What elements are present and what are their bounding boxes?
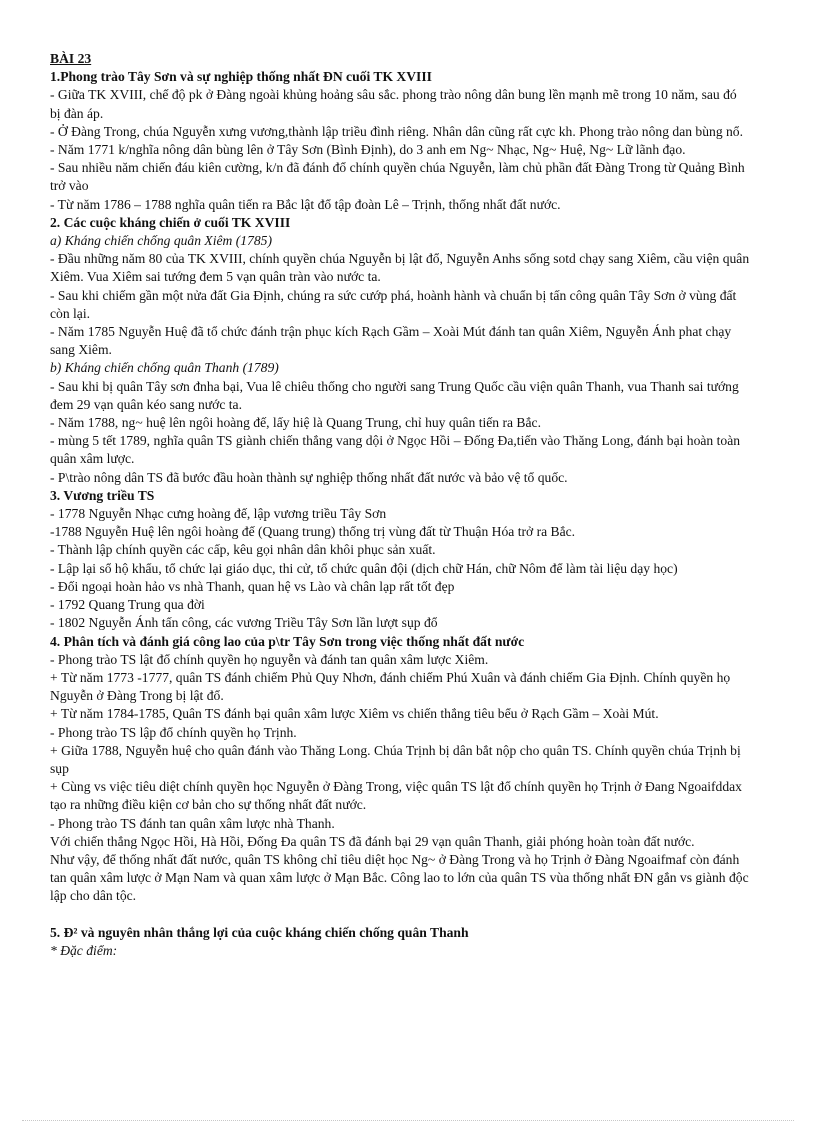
paragraph: - Thành lập chính quyền các cấp, kêu gọi nhân dân khôi phục sản xuất.: [50, 542, 436, 558]
paragraph: - Đối ngoại hoàn hảo vs nhà Thanh, quan hệ vs Lào và chân lạp rất tốt đẹp: [50, 578, 455, 594]
paragraph: - Năm 1788, ng~ huệ lên ngôi hoàng đế, lấy hiệ là Quang Trung, chỉ huy quân tiến ra Bắc.: [50, 415, 541, 431]
paragraph: - Năm 1785 Nguyễn Huệ đã tổ chức đánh trận phục kích Rạch Gầm – Xoài Mút đánh tan quân Xiêm, Nguyễn Ánh phat chạy sang Xiêm.: [50, 324, 732, 358]
subsection-heading: * Đặc điểm:: [50, 942, 118, 958]
paragraph: - Phong trào TS đánh tan quân xâm lược nhà Thanh.: [50, 815, 335, 831]
paragraph: - Giữa TK XVIII, chế độ pk ở Đàng ngoài khủng hoảng sâu sắc. phong trào nông dân bung lền mạnh mẽ trong 10 năm, sau đó bị đàn áp.: [50, 87, 737, 121]
section-heading: 5. Đ² và nguyên nhân thắng lợi của cuộc kháng chiến chống quân Thanh: [50, 924, 469, 940]
paragraph: - Phong trào TS lập đổ chính quyền họ Trịnh.: [50, 724, 297, 740]
paragraph: - Sau khi chiếm gần một nửa đất Gia Định, chúng ra sức cướp phá, hoành hành và chuẩn bị tấn công quân Tây Sơn ở vùng đất còn lại.: [50, 287, 737, 321]
paragraph: - Sau khi bị quân Tây sơn đnha bại, Vua lê chiêu thống cho người sang Trung Quốc cầu viện quân Thanh, vua Thanh sai tướng đem 29 vạn quân kéo sang nước ta.: [50, 378, 739, 412]
paragraph: -1788 Nguyễn Huệ lên ngôi hoàng đế (Quang trung) thống trị vùng đất từ Thuận Hóa trở ra Bắc.: [50, 524, 576, 540]
subsection-heading: a) Kháng chiến chống quân Xiêm (1785): [50, 233, 272, 249]
section-heading: 4. Phân tích và đánh giá công lao của p\tr Tây Sơn trong việc thống nhất đất nước: [50, 633, 525, 649]
paragraph: - Năm 1771 k/nghĩa nông dân bùng lên ở Tây Sơn (Bình Định), do 3 anh em Ng~ Nhạc, Ng~ Huệ, Ng~ Lữ lãnh đạo.: [50, 142, 686, 158]
paragraph: - Sau nhiều năm chiến đáu kiên cường, k/n đã đánh đổ chính quyền chúa Nguyễn, làm chủ phần đất Đàng Trong từ Quảng Bình trở vào: [50, 160, 745, 194]
paragraph: + Từ năm 1784-1785, Quân TS đánh bại quân xâm lược Xiêm vs chiến thắng tiêu bểu ở Rạch Gầm – Xoài Mút.: [50, 706, 659, 722]
paragraph: - 1792 Quang Trung qua đời: [50, 597, 205, 613]
section-heading: 3. Vương triều TS: [50, 487, 155, 503]
paragraph: - Đầu những năm 80 của TK XVIII, chính quyền chúa Nguyễn bị lật đổ, Nguyễn Anhs sống sotd chạy sang Xiêm, cầu viện quân Xiêm. Vua Xiêm sai tướng đem 5 vạn quân tràn vào nước ta.: [50, 251, 750, 285]
paragraph: Với chiến thắng Ngọc Hồi, Hà Hồi, Đống Đa quân TS đã đánh bại 29 vạn quân Thanh, giải phóng hoàn toàn đất nước.: [50, 833, 695, 849]
subsection-heading: b) Kháng chiến chống quân Thanh (1789): [50, 360, 279, 376]
blank-line: [50, 906, 750, 924]
paragraph: + Cùng vs việc tiêu diệt chính quyền học Nguyễn ở Đàng Trong, việc quân TS lật đổ chính quyền họ Trịnh ở Đang Ngoaifddax tạo ra những điều kiện cơ bản cho sự thống nhất đất nước.: [50, 779, 742, 813]
paragraph: - P\trào nông dân TS đã bước đầu hoàn thành sự nghiệp thống nhất đất nước và bảo vệ tổ quốc.: [50, 469, 568, 485]
paragraph: - Ở Đàng Trong, chúa Nguyễn xưng vương,thành lập triều đình riêng. Nhân dân cũng rất cực kh. Phong trào nông dan bùng nổ.: [50, 123, 744, 139]
section-heading: 1.Phong trào Tây Sơn và sự nghiệp thống nhất ĐN cuối TK XVIII: [50, 69, 432, 85]
section-heading: 2. Các cuộc kháng chiến ở cuối TK XVIII: [50, 214, 291, 230]
lesson-title: BÀI 23: [50, 51, 92, 66]
paragraph: - Lập lại sổ hộ khẩu, tổ chức lại giáo dục, thi cử, tổ chức quân đội (dịch chữ Hán, chữ Nôm để làm tài liệu dạy học): [50, 560, 678, 576]
document-body: [50, 68, 750, 960]
paragraph: - 1778 Nguyễn Nhạc cưng hoàng đế, lập vương triều Tây Sơn: [50, 506, 387, 522]
paragraph: - Từ năm 1786 – 1788 nghĩa quân tiến ra Bắc lật đổ tập đoàn Lê – Trịnh, thống nhất đất nước.: [50, 196, 561, 212]
paragraph: + Từ năm 1773 -1777, quân TS đánh chiếm Phủ Quy Nhơn, đánh chiếm Phú Xuân và đánh chiếm Gia Định. Chính quyền họ Nguyễn ở Đàng Trong bị lật đổ.: [50, 669, 731, 704]
paragraph: - Phong trào TS lật đổ chính quyền họ nguyễn và đánh tan quân xâm lược Xiêm.: [50, 651, 489, 667]
paragraph: - mùng 5 tết 1789, nghĩa quân TS giành chiến thắng vang dội ở Ngọc Hồi – Đống Đa,tiến vào Thăng Long, đánh bại hoàn toàn quân xâm lược.: [50, 433, 741, 467]
paragraph: Như vậy, để thống nhất đất nước, quân TS không chỉ tiêu diệt học Ng~ ở Đàng Trong và họ Trịnh ở Đàng Ngoaifmaf còn đánh tan quân xâm lược ở Mạn Nam và quan xâm lược ở Mạn Bắc. Công lao to lớn của quân TS vùa thống nhất ĐN gắn vs giành độc lập cho dân tộc.: [50, 851, 749, 904]
paragraph: - 1802 Nguyễn Ánh tấn công, các vương Triều Tây Sơn lần lượt sụp đổ: [50, 615, 438, 631]
paragraph: + Giữa 1788, Nguyễn huệ cho quân đánh vào Thăng Long. Chúa Trịnh bị dân bắt nộp cho quân TS. Chính quyền chúa Trịnh bị sụp: [50, 742, 741, 776]
page-bottom-border: [22, 1120, 794, 1121]
document-page: [50, 50, 750, 960]
